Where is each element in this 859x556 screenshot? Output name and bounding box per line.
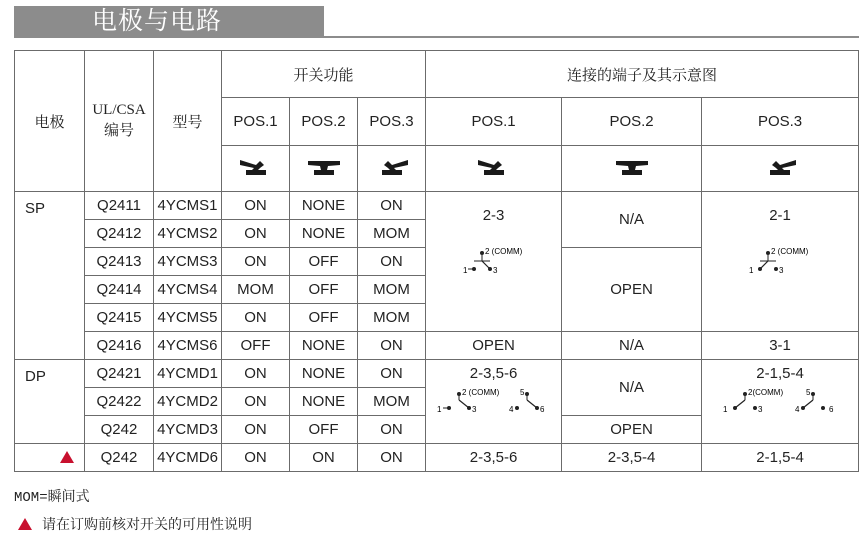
dp3-t5: 5	[806, 388, 811, 397]
func-pos3-cell: ON	[358, 360, 426, 388]
func-pos3-cell: ON	[358, 192, 426, 220]
code-cell: Q2411	[85, 192, 154, 220]
code-cell: Q2415	[85, 304, 154, 332]
warning-triangle-icon	[60, 451, 74, 463]
warning-triangle-icon	[18, 518, 32, 530]
header-conn-pos2: POS.2	[562, 98, 702, 146]
header-ul-csa	[85, 51, 154, 192]
header-ul-csa-line1: UL/CSA	[92, 102, 146, 118]
dp3-t3: 3	[758, 405, 763, 414]
header-func-pos3: POS.3	[358, 98, 426, 146]
func-pos1-cell: ON	[222, 220, 290, 248]
sp6-conn-pos2: N/A	[562, 332, 702, 360]
sp-t1: 1	[462, 266, 467, 275]
sp-t3: 3	[492, 266, 497, 275]
sp-conn-pos1	[426, 192, 562, 332]
func-pos3-cell: ON	[358, 248, 426, 276]
func-pos2-cell: OFF	[290, 248, 358, 276]
dp3-t4: 4	[795, 405, 800, 414]
pole-dp: DP	[15, 360, 85, 444]
toggle-pos2-icon	[290, 146, 358, 192]
header-func-pos2: POS.2	[290, 98, 358, 146]
func-pos1-cell: ON	[222, 444, 290, 472]
func-pos2-cell: OFF	[290, 304, 358, 332]
func-pos1-cell: ON	[222, 416, 290, 444]
code-cell: Q2416	[85, 332, 154, 360]
model-cell: 4YCMS6	[154, 332, 222, 360]
toggle-conn-pos2-icon	[562, 146, 702, 192]
model-cell: 4YCMD1	[154, 360, 222, 388]
dp3-t6: 6	[829, 405, 834, 414]
dp-conn-pos3-text: 2-1,5-4	[756, 365, 804, 382]
header-switch-function: 开关功能	[222, 51, 426, 98]
dp-t5: 5	[519, 388, 524, 397]
sp-conn-pos3-text: 2-1	[769, 207, 791, 224]
code-cell: Q2412	[85, 220, 154, 248]
func-pos2-cell: OFF	[290, 276, 358, 304]
dp-conn-pos1-text: 2-3,5-6	[469, 365, 518, 382]
func-pos2-cell: NONE	[290, 388, 358, 416]
code-cell: Q2413	[85, 248, 154, 276]
dp-pos3-diagram	[715, 386, 845, 416]
dp-pos1-diagram	[429, 386, 559, 416]
note-availability-text: 请在订购前核对开关的可用性说明	[42, 517, 252, 533]
sp-pos3-diagram	[740, 240, 820, 280]
code-cell: Q242	[85, 416, 154, 444]
note-mom-key: MOM=	[14, 490, 48, 506]
dp-t2: 2 (COMM)	[461, 388, 499, 397]
title-bar	[14, 6, 324, 36]
model-cell: 4YCMS5	[154, 304, 222, 332]
note-availability	[18, 514, 252, 534]
note-mom-meaning: 瞬间式	[47, 489, 90, 505]
warning-marker	[15, 444, 85, 472]
header-conn-pos3: POS.3	[702, 98, 859, 146]
title-underline	[14, 36, 859, 38]
toggle-conn-pos3-icon	[702, 146, 859, 192]
func-pos1-cell: MOM	[222, 276, 290, 304]
toggle-pos3-icon	[358, 146, 426, 192]
func-pos2-cell: ON	[290, 444, 358, 472]
sp6-conn-pos3: 3-1	[702, 332, 859, 360]
func-pos2-cell: NONE	[290, 192, 358, 220]
toggle-pos1-icon	[222, 146, 290, 192]
model-cell: 4YCMD2	[154, 388, 222, 416]
spec-table	[14, 50, 859, 472]
model-cell: 4YCMS3	[154, 248, 222, 276]
header-connection: 连接的端子及其示意图	[426, 51, 859, 98]
dp6-conn-pos2: 2-3,5-4	[562, 444, 702, 472]
func-pos1-cell: ON	[222, 360, 290, 388]
sp-t2: 2 (COMM)	[484, 247, 522, 256]
model-cell: 4YCMS2	[154, 220, 222, 248]
dp-t6: 6	[539, 405, 544, 414]
func-pos2-cell: OFF	[290, 416, 358, 444]
func-pos3-cell: MOM	[358, 276, 426, 304]
model-cell: 4YCMD6	[154, 444, 222, 472]
func-pos1-cell: ON	[222, 304, 290, 332]
model-cell: 4YCMS4	[154, 276, 222, 304]
code-cell: Q2414	[85, 276, 154, 304]
sp6-conn-pos1: OPEN	[426, 332, 562, 360]
dp3-conn-pos2: OPEN	[562, 416, 702, 444]
dp3-t2: 2(COMM)	[748, 388, 784, 397]
page-title: 电极与电路	[92, 6, 223, 35]
func-pos2-cell: NONE	[290, 332, 358, 360]
dp-conn-pos3	[702, 360, 859, 444]
sp-conn-pos2: N/A	[562, 192, 702, 248]
func-pos1-cell: OFF	[222, 332, 290, 360]
sp3-t1: 1	[749, 266, 754, 275]
func-pos1-cell: ON	[222, 192, 290, 220]
dp-t3: 3	[471, 405, 476, 414]
func-pos1-cell: ON	[222, 248, 290, 276]
sp3-t2: 2 (COMM)	[771, 247, 809, 256]
sp-conn-pos3	[702, 192, 859, 332]
sp3-t3: 3	[779, 266, 784, 275]
dp-t4: 4	[508, 405, 513, 414]
header-func-pos1: POS.1	[222, 98, 290, 146]
header-pole: 电极	[15, 51, 85, 192]
func-pos3-cell: MOM	[358, 304, 426, 332]
sp-conn-pos1-text: 2-3	[482, 207, 505, 224]
func-pos2-cell: NONE	[290, 220, 358, 248]
dp3-t1: 1	[723, 405, 728, 414]
header-model: 型号	[154, 51, 222, 192]
func-pos3-cell: MOM	[358, 388, 426, 416]
func-pos3-cell: MOM	[358, 220, 426, 248]
func-pos3-cell: ON	[358, 444, 426, 472]
code-cell: Q2421	[85, 360, 154, 388]
dp-conn-pos1	[426, 360, 562, 444]
code-cell: Q2422	[85, 388, 154, 416]
note-mom	[14, 486, 90, 506]
dp6-conn-pos1: 2-3,5-6	[426, 444, 562, 472]
func-pos2-cell: NONE	[290, 360, 358, 388]
func-pos3-cell: ON	[358, 332, 426, 360]
dp6-conn-pos3: 2-1,5-4	[702, 444, 859, 472]
dp-t1: 1	[436, 405, 441, 414]
model-cell: 4YCMD3	[154, 416, 222, 444]
header-ul-csa-line2: 编号	[103, 123, 134, 139]
sp-pos1-diagram	[454, 240, 534, 280]
code-cell: Q242	[85, 444, 154, 472]
dp-conn-pos2: N/A	[562, 360, 702, 416]
toggle-conn-pos1-icon	[426, 146, 562, 192]
sp-conn-pos2-open: OPEN	[562, 248, 702, 332]
header-conn-pos1: POS.1	[426, 98, 562, 146]
func-pos1-cell: ON	[222, 388, 290, 416]
pole-sp: SP	[15, 192, 85, 360]
func-pos3-cell: ON	[358, 416, 426, 444]
model-cell: 4YCMS1	[154, 192, 222, 220]
